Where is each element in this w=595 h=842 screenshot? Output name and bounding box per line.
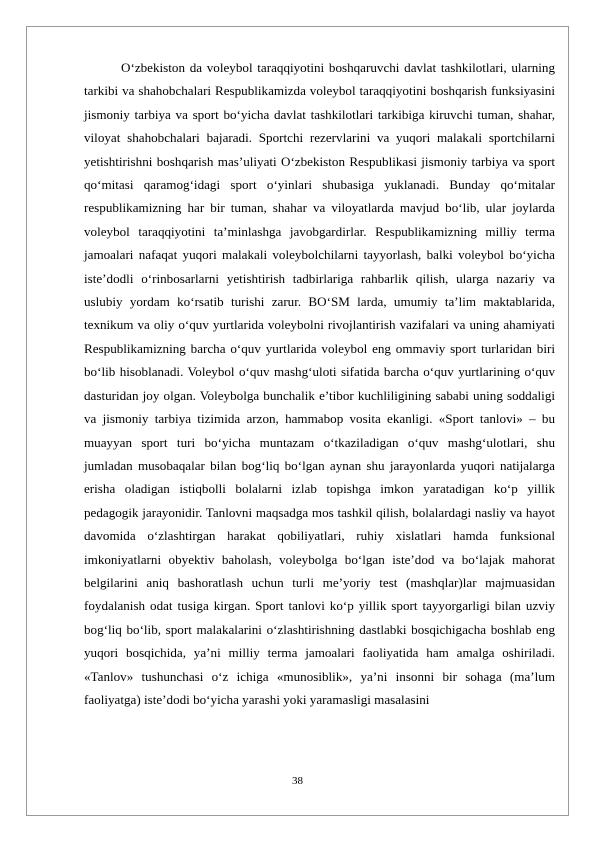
document-body: [84, 56, 555, 711]
body-paragraph: O‘zbekiston da voleybol taraqqiyotini boshqaruvchi davlat tashkilotlari, ularning tarkibi va shahobchalari Respublikamizda voleybol taraqqiyotini boshqarish funksiyasini jismoniy tarbiya va sport bo‘yicha davlat tashkilotlari tarkibiga kiruvchi tuman, shahar, viloyat shahobchalari bajaradi. Sportchi rezervlarini va yuqori malakali sportchilarni yetishtirishni boshqarish mas’uliyati O‘zbekiston Respublikasi jismoniy tarbiya va sport qo‘mitasi qaramog‘idagi sport o‘yinlari shubasiga yuklanadi. Bunday qo‘mitalar respublikamizning har bir tuman, shahar va viloyatlarda mavjud bo‘lib, ular joylarda voleybol taraqqiyotini ta’minlashga javobgardirlar. Respublikamizning milliy terma jamoalari nafaqat yuqori malakali voleybolchilarni tayyorlash, balki voleybol bo‘yicha iste’dodli o‘rinbosarlarni yetishtirish tadbirlariga rahbarlik qilish, ularga nazariy va uslubiy yordam ko‘rsatib turishi zarur. BO‘SM larda, umumiy ta’lim maktablarida, texnikum va oliy o‘quv yurtlarida voleybolni rivojlantirish vazifalari va uning ahamiyati Respublikamizning barcha o‘quv yurtlarida voleybol eng ommaviy sport turlaridan biri bo‘lib hisoblanadi. Voleybol o‘quv mashg‘uloti sifatida barcha o‘quv yurtlarining o‘quv dasturidan joy olgan. Voleybolga bunchalik e’tibor kuchliligining sababi uning soddaligi va jismoniy tarbiya tizimida arzon, hammabop vosita ekanligi. «Sport tanlovi» – bu muayyan sport turi bo‘yicha muntazam o‘tkaziladigan o‘quv mashg‘ulotlari, shu jumladan musobaqalar bilan bog‘liq bo‘lgan aynan shu jarayonlarda yuqori natijalarga erisha oladigan istiqbolli bolalarni izlab topishga imkon yaratadigan ko‘p yillik pedagogik jarayonidir. Tanlovni maqsadga mos tashkil qilish, bolalardagi nasliy va hayot davomida o‘zlashtirgan harakat qobiliyatlari, ruhiy xislatlari hamda funksional imkoniyatlarni obyektiv baholash, voleybolga bo‘lgan iste’dod va bo‘lajak mahorat belgilarini aniq bashoratlash uchun turli me’yoriy test (mashqlar)lar majmuasidan foydalanish odat tusiga kirgan. Sport tanlovi ko‘p yillik sport tayyorgarligi bilan uzviy bog‘liq bo‘lib, sport malakalarini o‘zlashtirishning dastlabki bosqichigacha boshlab eng yuqori bosqichida, ya’ni milliy terma jamoalari faoliyatida ham amalga oshiriladi. «Tanlov» tushunchasi o‘z ichiga «munosiblik», ya’ni insonni bir sohaga (ma’lum faoliyatga) iste’dodi bo‘yicha yarashi yoki yaramasligi masalasini: [84, 60, 555, 707]
page-number: 38: [292, 775, 303, 787]
